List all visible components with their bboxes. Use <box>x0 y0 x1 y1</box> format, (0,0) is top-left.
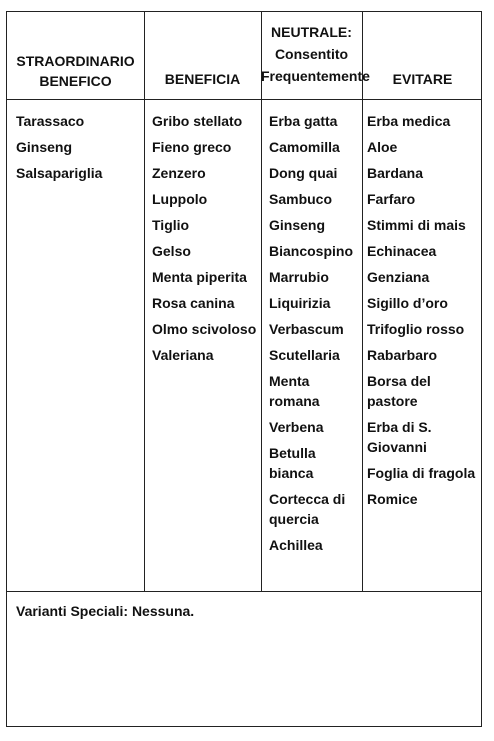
list-item: Zenzero <box>152 165 206 181</box>
list-item: Ginseng <box>16 139 73 155</box>
list-item: Liquirizia <box>269 295 331 311</box>
list-item: Tiglio <box>152 217 190 233</box>
list-item: Cortecca di quercia <box>269 491 346 527</box>
list-item: Echinacea <box>367 243 437 259</box>
list-item: Genziana <box>367 269 430 285</box>
list-item: Rabarbaro <box>367 347 438 363</box>
list-item: Gribo stellato <box>152 113 243 129</box>
list-item: Salsapariglia <box>16 165 103 181</box>
list-beneficia <box>152 111 260 371</box>
list-straordinario-benefico <box>16 111 142 189</box>
list-item: Borsa del pastore <box>367 373 431 409</box>
special-variants-note: Varianti Speciali: Nessuna. <box>16 603 195 619</box>
list-item: Farfaro <box>367 191 416 207</box>
list-item: Luppolo <box>152 191 208 207</box>
list-item: Ginseng <box>269 217 326 233</box>
list-item: Achillea <box>269 537 323 553</box>
list-item: Tarassaco <box>16 113 85 129</box>
list-item: Dong quai <box>269 165 338 181</box>
list-item: Verbascum <box>269 321 344 337</box>
list-item: Erba medica <box>367 113 451 129</box>
header-evitare: EVITARE <box>392 71 453 87</box>
list-evitare <box>367 111 481 515</box>
list-item: Gelso <box>152 243 191 259</box>
list-item: Erba di S. Giovanni <box>367 419 432 455</box>
list-item: Verbena <box>269 419 324 435</box>
list-item: Stimmi di mais <box>367 217 466 233</box>
list-item: Rosa canina <box>152 295 235 311</box>
list-item: Aloe <box>367 139 398 155</box>
list-item: Erba gatta <box>269 113 338 129</box>
list-item: Menta piperita <box>152 269 247 285</box>
header-neutrale: NEUTRALE: Consentito Frequentemente <box>261 24 370 84</box>
list-item: Scutellaria <box>269 347 340 363</box>
list-neutrale <box>269 111 360 561</box>
herb-table <box>6 11 482 727</box>
list-item: Marrubio <box>269 269 329 285</box>
list-item: Sambuco <box>269 191 333 207</box>
list-item: Sigillo d’oro <box>367 295 448 311</box>
list-item: Bardana <box>367 165 424 181</box>
list-item: Olmo scivoloso <box>152 321 257 337</box>
header-beneficia: BENEFICIA <box>164 71 241 87</box>
list-item: Foglia di fragola <box>367 465 476 481</box>
list-item: Biancospino <box>269 243 354 259</box>
list-item: Menta romana <box>269 373 320 409</box>
list-item: Fieno greco <box>152 139 232 155</box>
list-item: Betulla bianca <box>269 445 316 481</box>
list-item: Valeriana <box>152 347 214 363</box>
header-divider <box>7 99 481 100</box>
header-straordinario-benefico: STRAORDINARIO BENEFICO <box>16 53 135 89</box>
list-item: Romice <box>367 491 418 507</box>
list-item: Trifoglio rosso <box>367 321 465 337</box>
footer-divider <box>7 591 481 592</box>
list-item: Camomilla <box>269 139 340 155</box>
